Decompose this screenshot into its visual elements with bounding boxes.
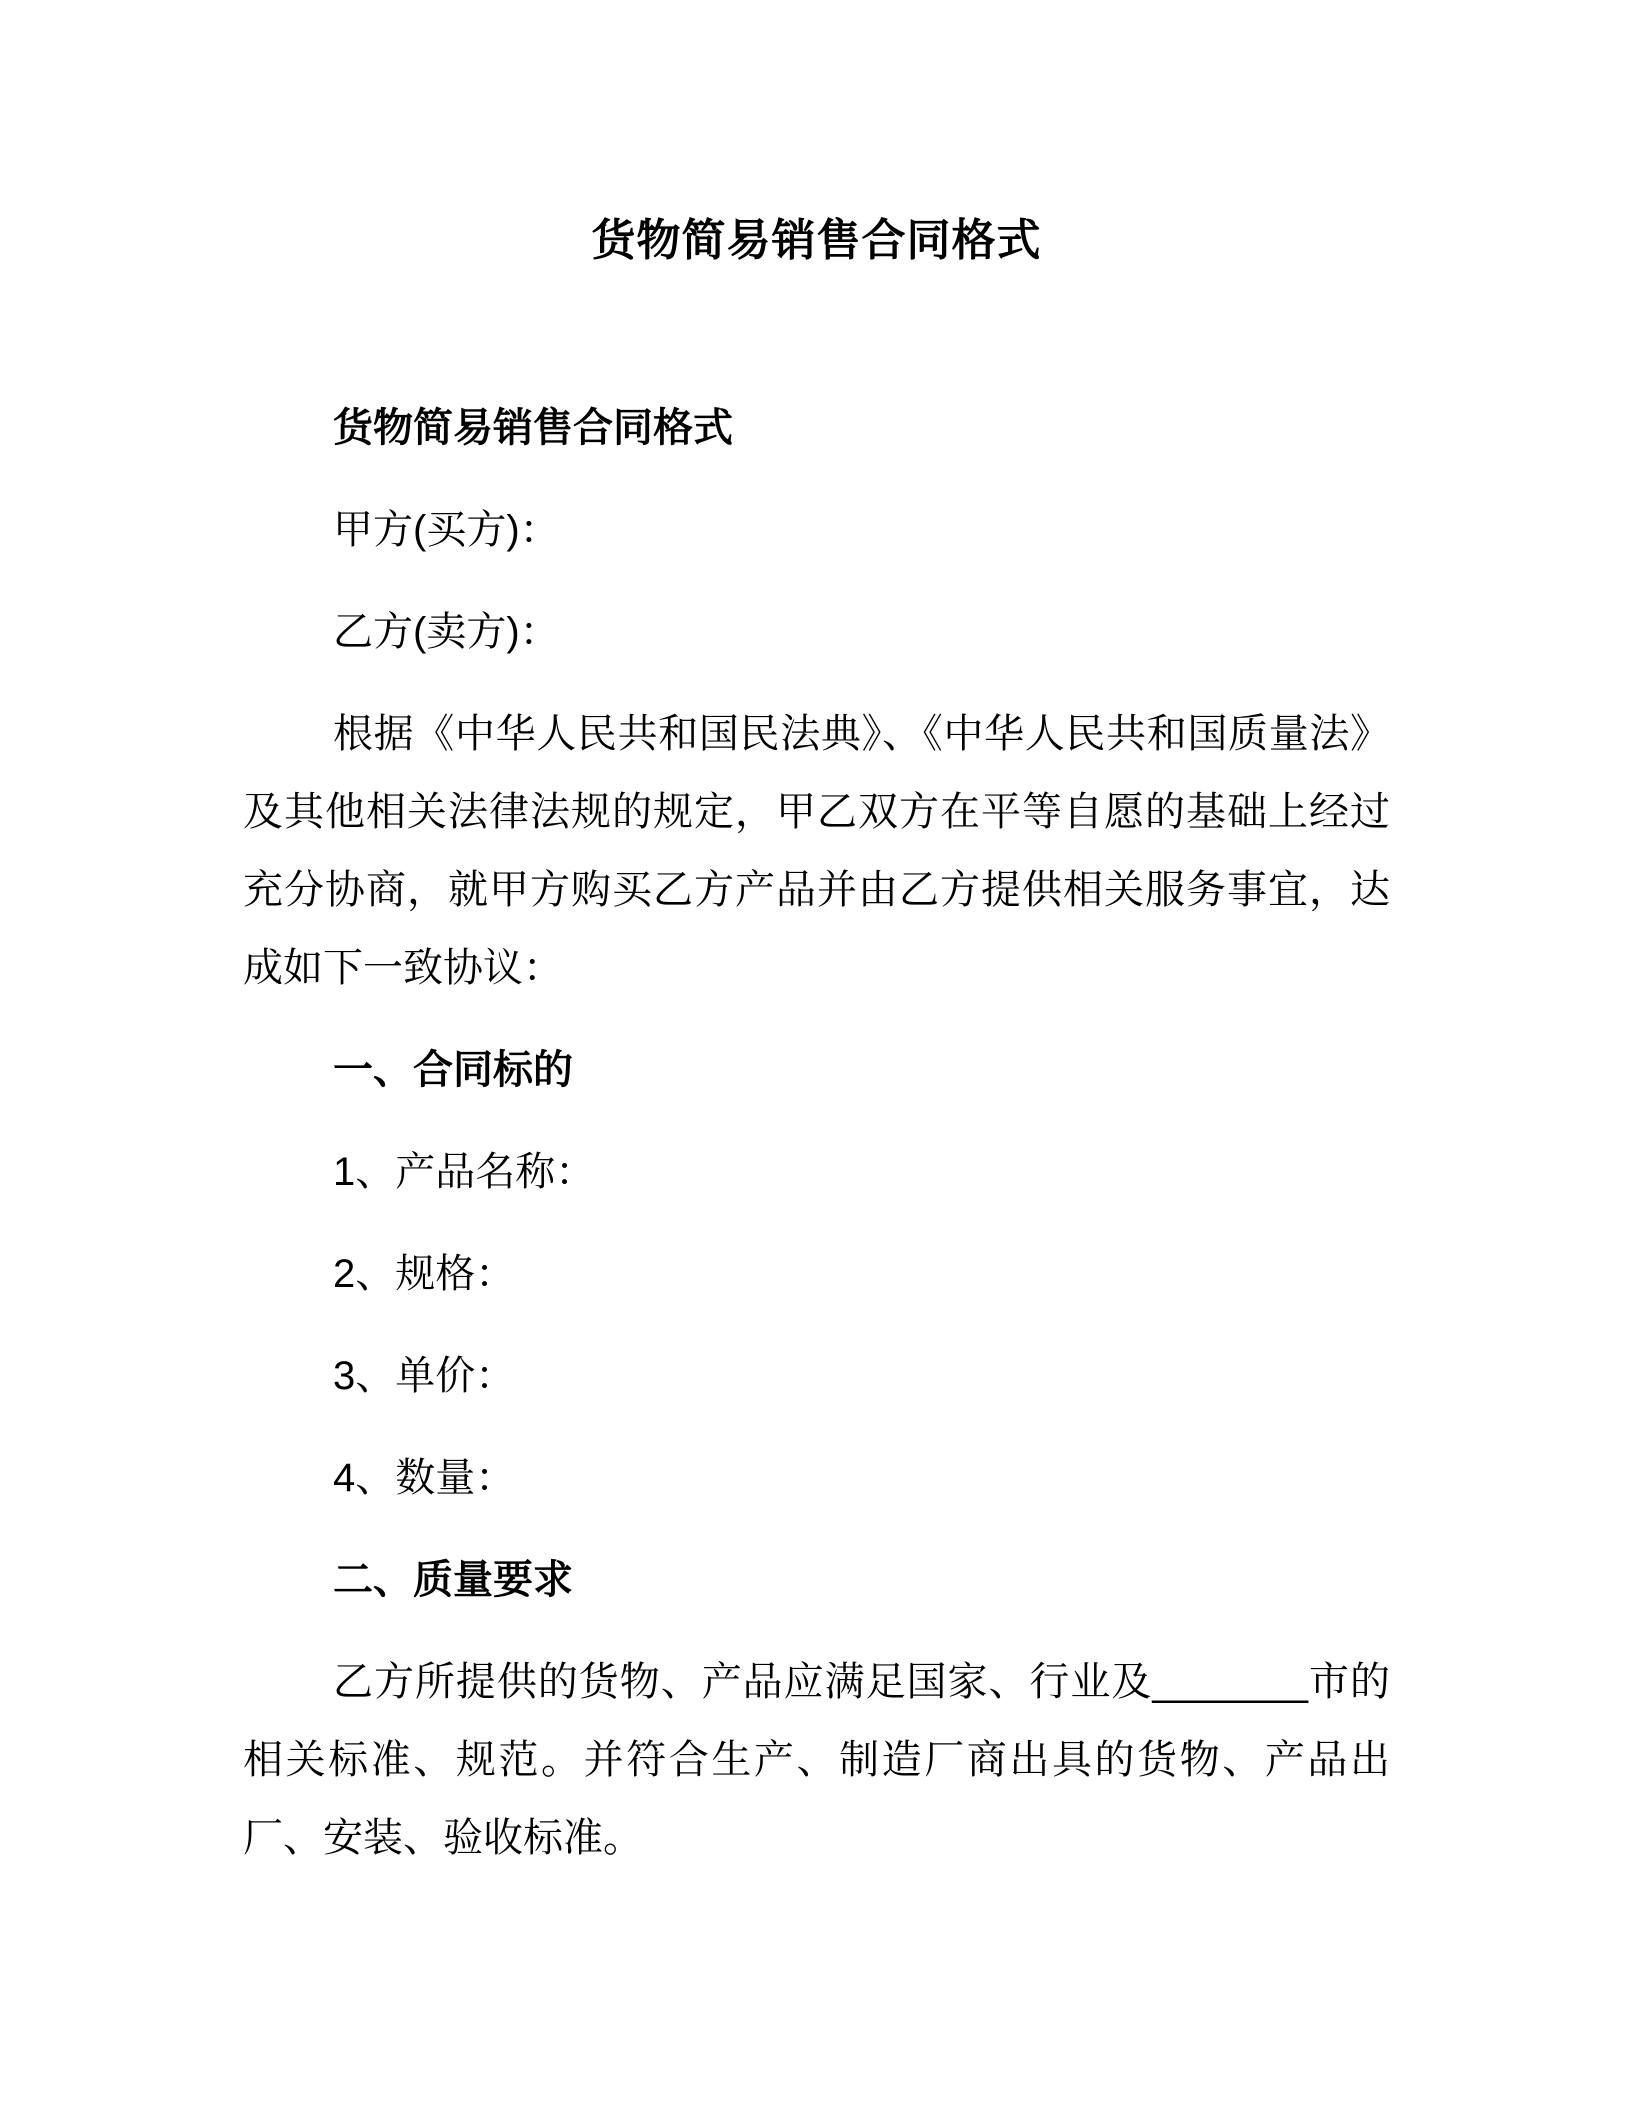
paragraph-item-specification: 2、规格： [333, 1252, 516, 1296]
paragraph-item-product-name: 1、产品名称： [333, 1150, 596, 1194]
paragraph-quality-paragraph: 乙方所提供的货物、产品应满足国家、行业及_______市的相关标准、规范。并符合生产、制造厂商出具的货物、产品出厂、安装、验收标准。 [243, 1660, 1390, 1860]
paragraph-item-quantity: 4、数量： [333, 1456, 516, 1500]
paragraph-party-a-line: 甲方(买方)： [333, 508, 560, 552]
paragraph-item-unit-price: 3、单价： [333, 1354, 516, 1398]
paragraph-section-2-heading: 二、质量要求 [333, 1558, 573, 1602]
paragraph-section-1-heading: 一、合同标的 [333, 1048, 573, 1092]
paragraph-subtitle: 货物简易销售合同格式 [333, 406, 733, 450]
paragraph-party-b-line: 乙方(卖方)： [333, 610, 560, 654]
paragraph-preamble: 根据《中华人民共和国民法典》、《中华人民共和国质量法》及其他相关法律法规的规定，甲乙双方在平等自愿的基础上经过充分协商，就甲方购买乙方产品并由乙方提供相关服务事宜，达成如下一致协议： [243, 712, 1390, 990]
document-body [243, 389, 1390, 1877]
document-title: 货物简易销售合同格式 [591, 216, 1042, 265]
